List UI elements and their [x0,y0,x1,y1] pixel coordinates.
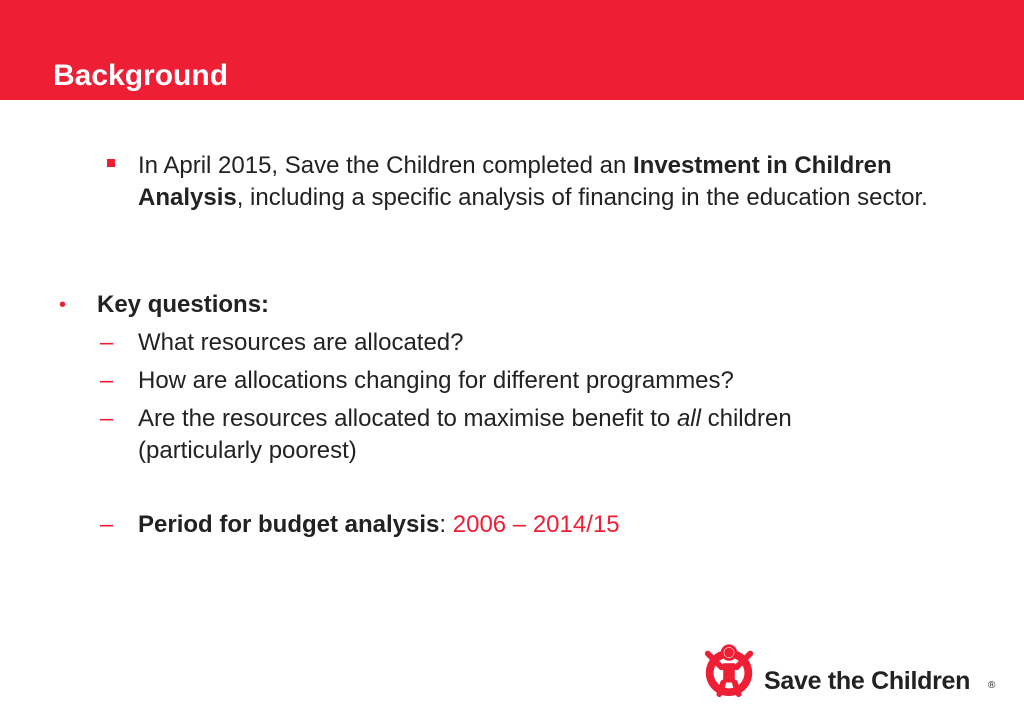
page-title: Background [53,59,229,92]
dash-bullet-icon: – [100,511,114,538]
square-bullet-icon [107,159,115,167]
logo-text: Save the Children [764,667,971,695]
period-label: Period for budget analysis [138,511,440,538]
key-questions-heading: Key questions: [97,291,270,318]
question-item: – How are allocations changing for different programmes? [100,365,900,397]
registered-mark: ® [988,680,996,691]
question-item: – What resources are allocated? [100,327,900,359]
dash-bullet-icon: – [100,367,114,394]
dash-bullet-icon: – [100,405,114,432]
period-item: – Period for budget analysis: 2006 – 2014/15 [100,509,900,541]
dash-bullet-icon: – [100,329,114,356]
header-bar [0,0,1024,100]
child-figure-icon [700,640,758,698]
intro-text: In April 2015, Save the Children completed an Investment in Children Analysis, including a specific analysis of financing in the education sector. [138,152,928,211]
intro-bullet [107,150,987,214]
save-the-children-logo [700,640,1010,700]
question-item: – Are the resources allocated to maximise benefit to all children (particularly poorest) [100,405,792,464]
period-value: 2006 – 2014/15 [452,511,620,538]
dot-bullet-icon: • [59,294,67,316]
intro-bold-term: Investment in Children Analysis [138,152,892,211]
